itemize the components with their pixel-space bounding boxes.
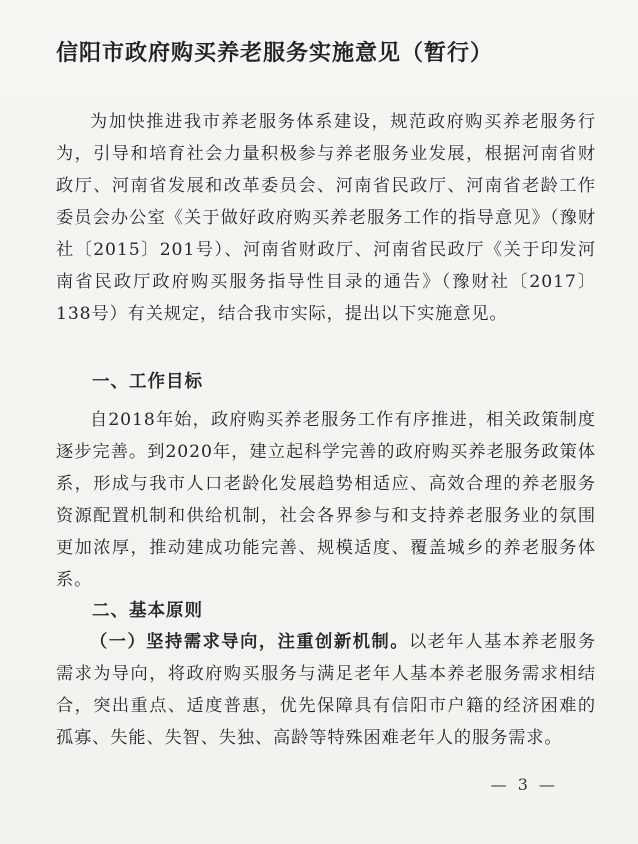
section-1-body: 自2018年始，政府购买养老服务工作有序推进，相关政策制度逐步完善。到2020年，建立起科学完善的政府购买养老服务政策体系，形成与我市人口老龄化发展趋势相适应、高效合理的养老服务资源配置机制和供给机制，社会各界参与和支持养老服务业的氛围更加浓厚，推动建成功能完善、规模适度、覆盖城乡的养老服务体系。 — [56, 410, 596, 590]
section-1-heading: 一、工作目标 — [92, 372, 203, 392]
intro-paragraph: 为加快推进我市养老服务体系建设，规范政府购买养老服务行为，引导和培育社会力量积极参与养老服务业发展，根据河南省财政厅、河南省发展和改革委员会、河南省民政厅、河南省老龄工作委员会办公室《关于做好政府购买养老服务工作的指导意见》（豫财社〔2015〕201号）、河南省财政厅、河南省民政厅《关于印发河南省民政厅政府购买服务指导性目录的通告》（豫财社〔2017〕138号）有关规定，结合我市实际，提出以下实施意见。 — [56, 112, 596, 324]
section-2-item-1-lead: （一）坚持需求导向，注重创新机制。 — [90, 632, 410, 652]
section-2-item-1-body: 以老年人基本养老服务需求为导向，将政府购买服务与满足老年人基本养老服务需求相结合，突出重点、适度普惠，优先保障具有信阳市户籍的经济困难的孤寡、失能、失智、失独、高龄等特殊困难老年人的服务需求。 — [56, 632, 596, 748]
section-2-item-1 — [56, 626, 596, 754]
page-number: — 3 — — [490, 775, 558, 794]
section-2-heading: 二、基本原则 — [92, 601, 203, 621]
document-title: 信阳市政府购买养老服务实施意见（暂行） — [56, 40, 494, 66]
